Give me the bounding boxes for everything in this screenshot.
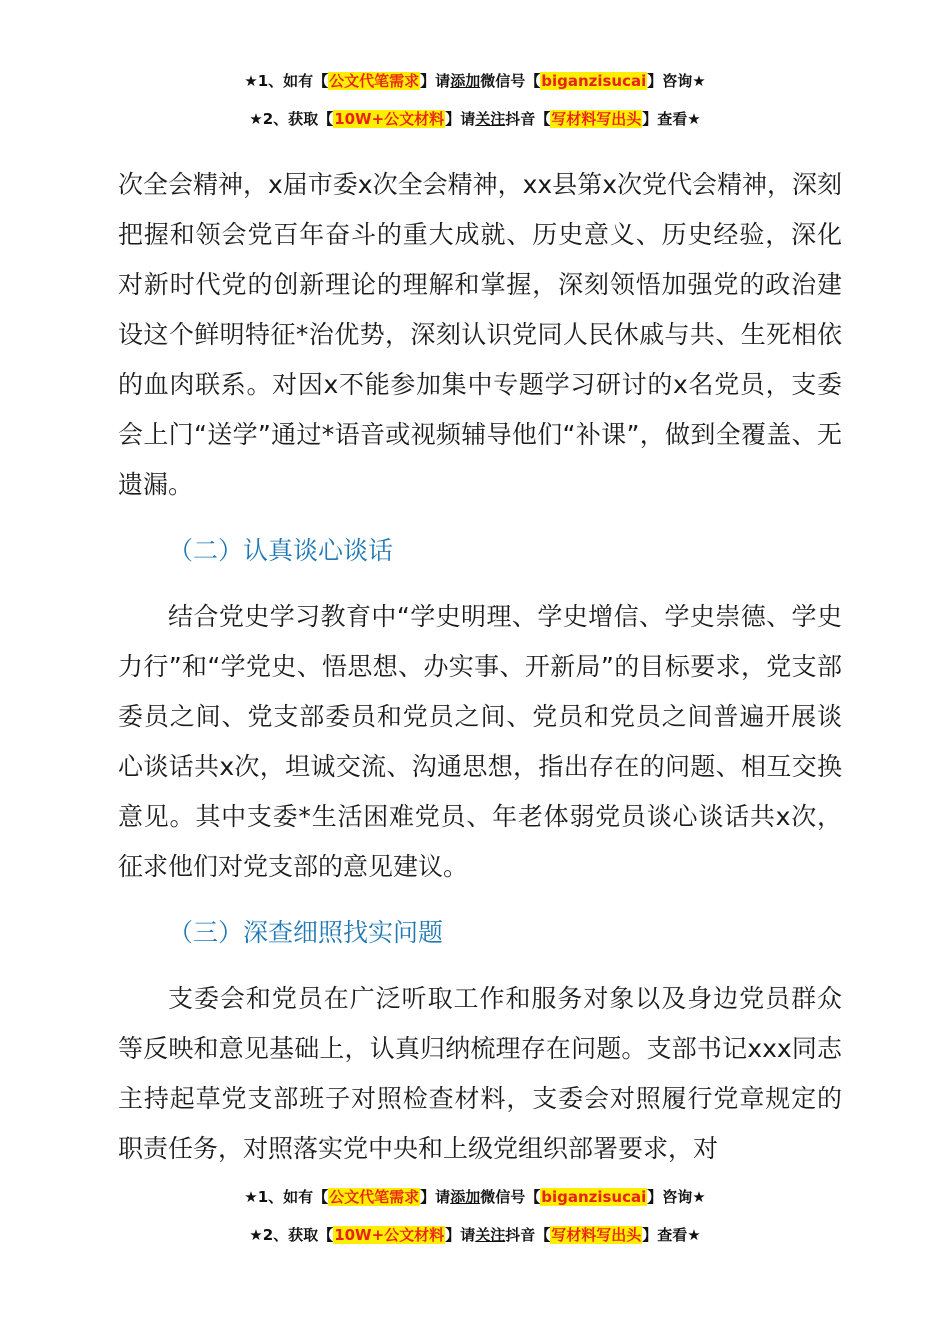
footer-line-1-mid2: 微信号【 — [480, 1188, 541, 1206]
header-line-2-mid2: 抖音【 — [505, 110, 551, 128]
footer-line-2-underline: 关注 — [475, 1226, 506, 1244]
header-line-2-mid1: 】请 — [445, 110, 476, 128]
body-paragraph-1: 次全会精神，x届市委x次全会精神，xx县第x次党代会精神，深刻把握和领会党百年奋斗的重大成就、历史意义、历史经验，深化对新时代党的创新理论的理解和掌握，深刻领悟加强党的政治建设这个鲜明特征*治优势，深刻认识党同人民休戚与共、生死相依的血肉联系。对因x不能参加集中专题学习研讨的x名党员，支委会上门“送学”通过*语音或视频辅导他们“补课”，做到全覆盖、无遗漏。 — [118, 170, 842, 499]
section-heading-2: （二）认真谈心谈话 — [168, 536, 394, 565]
header-line-1-mid1: 】请 — [420, 72, 451, 90]
header-line-2-prefix: ★2、获取【 — [249, 110, 334, 128]
section-heading-3: （三）深查细照找实问题 — [168, 918, 444, 947]
footer-line-1 — [0, 1178, 950, 1216]
header-line-1-prefix: ★1、如有【 — [244, 72, 329, 90]
footer-line-1-prefix: ★1、如有【 — [244, 1188, 329, 1206]
footer-line-1-suffix: 】咨询★ — [647, 1188, 706, 1206]
header-banner — [0, 62, 950, 138]
footer-line-2-highlight-materials: 10W+公文材料 — [334, 1226, 445, 1244]
footer-line-1-highlight-wechat: biganzisucai — [541, 1188, 647, 1206]
document-body — [118, 160, 842, 1174]
body-paragraph-3: 支委会和党员在广泛听取工作和服务对象以及身边党员群众等反映和意见基础上，认真归纳梳理存在问题。支部书记xxx同志主持起草党支部班子对照检查材料，支委会对照履行党章规定的职责任务，对照落实党中央和上级党组织部署要求，对 — [118, 984, 842, 1163]
footer-line-2 — [0, 1216, 950, 1254]
footer-line-1-highlight-service: 公文代笔需求 — [329, 1188, 420, 1206]
body-paragraph-2: 结合党史学习教育中“学史明理、学史增信、学史崇德、学史力行”和“学党史、悟思想、办实事、开新局”的目标要求，党支部委员之间、党支部委员和党员之间、党员和党员之间普遍开展谈心谈话共x次，坦诚交流、沟通思想，指出存在的问题、相互交换意见。其中支委*生活困难党员、年老体弱党员谈心谈话共x次，征求他们对党支部的意见建议。 — [118, 602, 842, 881]
header-line-1-suffix: 】咨询★ — [647, 72, 706, 90]
footer-line-2-prefix: ★2、获取【 — [249, 1226, 334, 1244]
footer-line-2-mid1: 】请 — [445, 1226, 476, 1244]
header-line-2-highlight-materials: 10W+公文材料 — [334, 110, 445, 128]
header-line-2-suffix: 】查看★ — [642, 110, 701, 128]
header-line-2 — [0, 100, 950, 138]
spacer — [118, 576, 842, 592]
header-line-2-highlight-douyin: 写材料写出头 — [551, 110, 642, 128]
header-line-1-mid2: 微信号【 — [480, 72, 541, 90]
spacer — [118, 510, 842, 526]
spacer — [118, 958, 842, 974]
header-line-2-underline: 关注 — [475, 110, 506, 128]
header-line-1-highlight-service: 公文代笔需求 — [329, 72, 420, 90]
footer-line-2-highlight-douyin: 写材料写出头 — [551, 1226, 642, 1244]
header-line-1 — [0, 62, 950, 100]
footer-banner — [0, 1178, 950, 1254]
footer-line-1-mid1: 】请 — [420, 1188, 451, 1206]
footer-line-2-mid2: 抖音【 — [505, 1226, 551, 1244]
spacer — [118, 892, 842, 908]
footer-line-1-underline: 添加 — [450, 1188, 481, 1206]
header-line-1-highlight-wechat: biganzisucai — [541, 72, 647, 90]
footer-line-2-suffix: 】查看★ — [642, 1226, 701, 1244]
header-line-1-underline: 添加 — [450, 72, 481, 90]
